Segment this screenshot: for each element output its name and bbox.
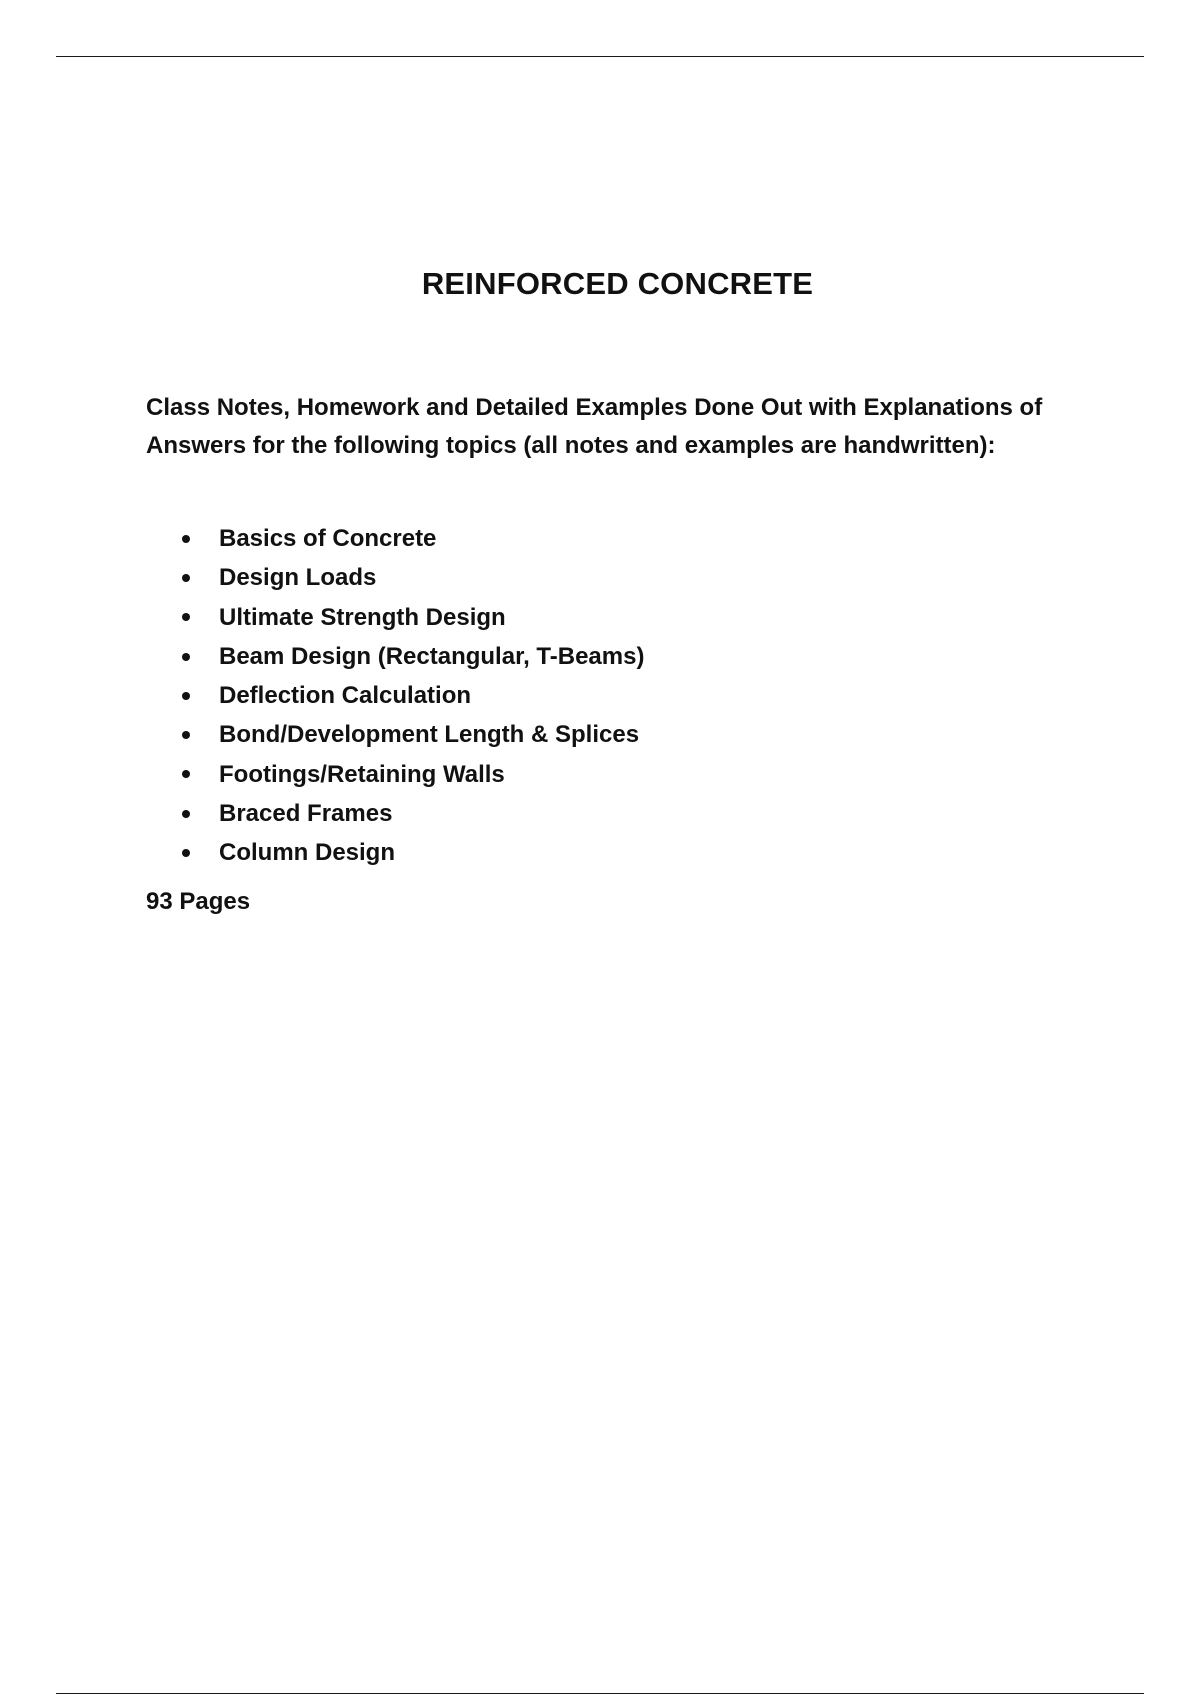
bullet-icon bbox=[182, 653, 190, 661]
list-item bbox=[146, 715, 644, 754]
list-item bbox=[146, 755, 644, 794]
list-item bbox=[146, 833, 644, 872]
page-count: 93 Pages bbox=[146, 888, 251, 915]
bottom-rule bbox=[56, 1693, 1144, 1694]
intro-paragraph: Class Notes, Homework and Detailed Examples Done Out with Explanations of Answers for the following topics (all notes and examples are handwritten): bbox=[146, 394, 1043, 459]
topic-label: Deflection Calculation bbox=[219, 682, 472, 710]
topic-list bbox=[146, 519, 644, 873]
list-item bbox=[146, 519, 644, 558]
topic-label: Column Design bbox=[219, 839, 396, 867]
top-rule bbox=[56, 56, 1144, 57]
bullet-icon bbox=[182, 770, 190, 778]
bullet-icon bbox=[182, 613, 190, 621]
topic-label: Braced Frames bbox=[219, 800, 393, 828]
topic-label: Footings/Retaining Walls bbox=[219, 760, 505, 788]
topic-label: Bond/Development Length & Splices bbox=[219, 721, 640, 749]
bullet-icon bbox=[182, 810, 190, 818]
topic-label: Ultimate Strength Design bbox=[219, 603, 506, 631]
document-title: REINFORCED CONCRETE bbox=[421, 266, 814, 301]
topic-label: Beam Design (Rectangular, T-Beams) bbox=[219, 642, 645, 670]
list-item bbox=[146, 794, 644, 833]
bullet-icon bbox=[182, 731, 190, 739]
bullet-icon bbox=[182, 692, 190, 700]
list-item bbox=[146, 598, 644, 637]
topic-label: Basics of Concrete bbox=[219, 525, 437, 552]
bullet-icon bbox=[182, 574, 190, 582]
bullet-icon bbox=[182, 535, 190, 543]
list-item bbox=[146, 676, 644, 715]
topic-label: Design Loads bbox=[219, 564, 377, 592]
list-item bbox=[146, 637, 644, 676]
bullet-icon bbox=[182, 849, 190, 857]
list-item bbox=[146, 558, 644, 597]
